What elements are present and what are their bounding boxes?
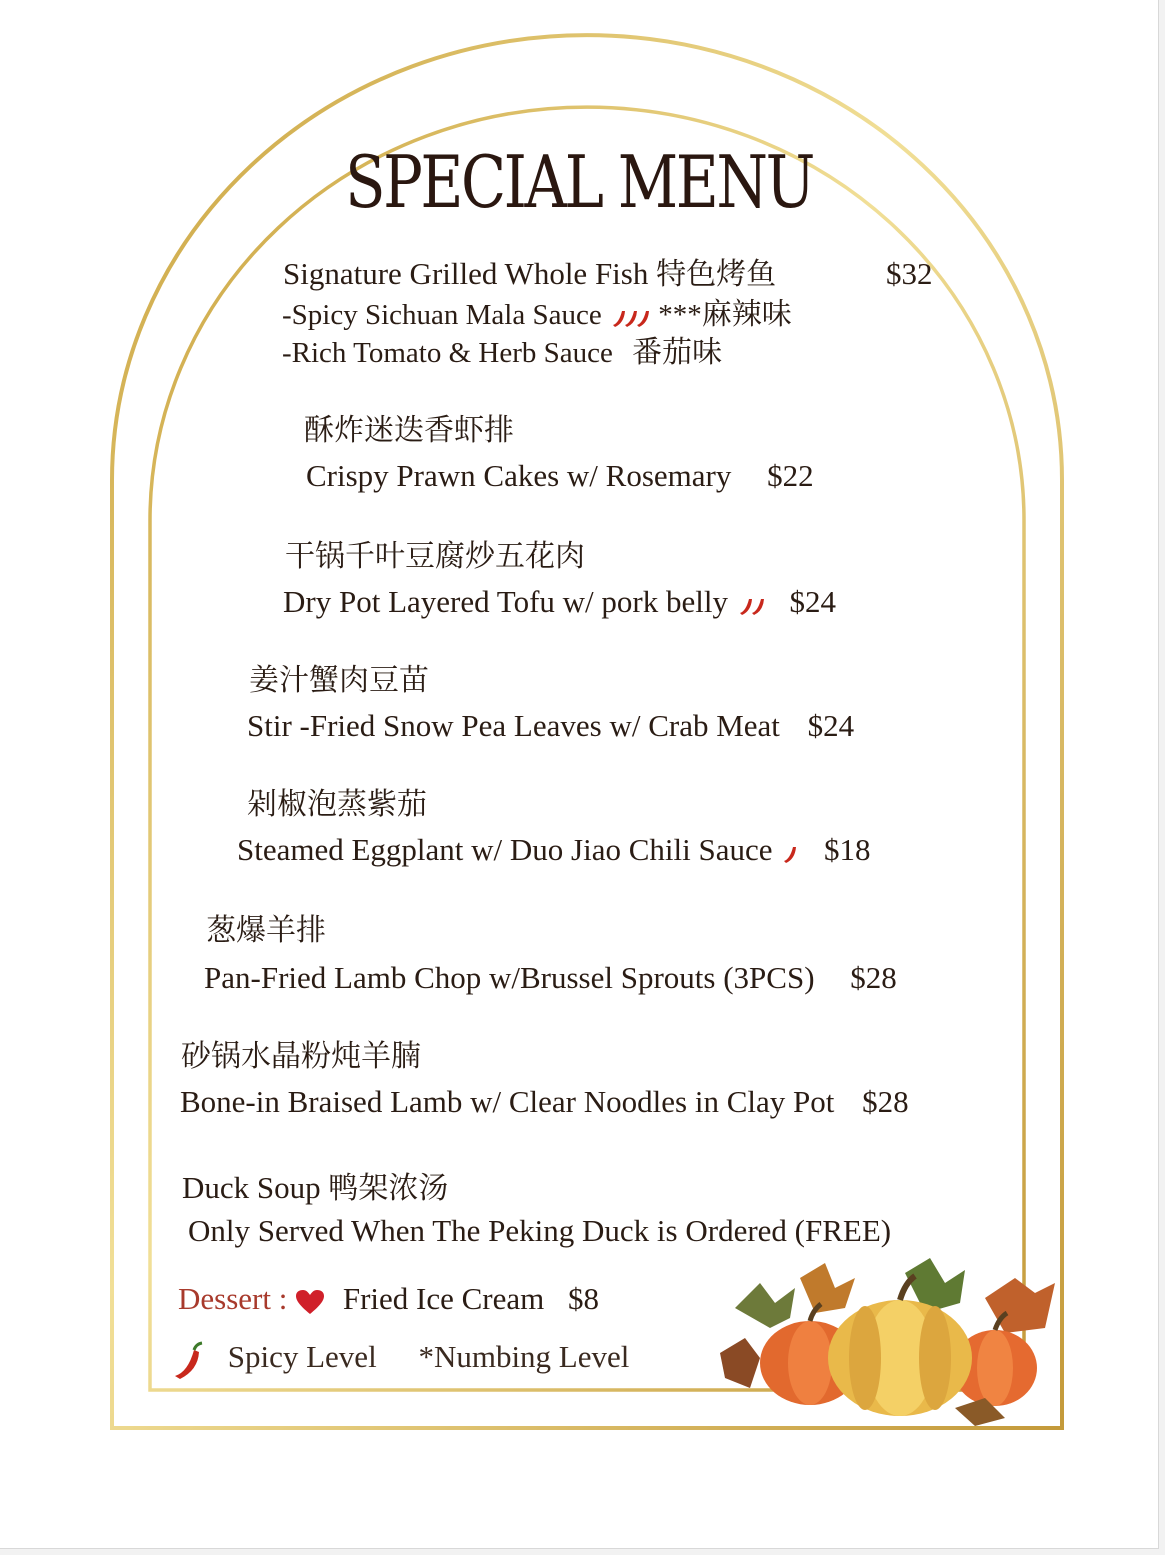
item-price: $28 [850,960,897,995]
chili-icon [736,593,768,617]
item-name-en: Steamed Eggplant w/ Duo Jiao Chili Sauce [237,832,773,867]
dessert-line [178,1283,599,1315]
item-price: $24 [807,708,855,743]
menu-item-dry-pot-tofu [283,586,836,617]
legend-numbing: *Numbing Level [418,1339,630,1375]
menu-title: SPECIAL MENU [345,140,813,224]
option-name-zh: 番茄味 [632,335,723,370]
item-name-zh: 酥炸迷迭香虾排 [304,413,514,448]
item-name-en: Bone-in Braised Lamb w/ Clear Noodles in Clay Pot [180,1084,835,1119]
chili-icon [609,305,651,329]
item-name-en: Dry Pot Layered Tofu w/ pork belly [283,584,728,619]
menu-item-steamed-eggplant [237,834,871,865]
menu-item-snow-pea-leaves [247,710,854,741]
option-name-zh: 麻辣味 [701,297,792,332]
item-name-zh: 剁椒泡蒸紫茄 [247,787,427,822]
item-name-en: Duck Soup [182,1170,321,1205]
menu-item-grilled-fish [283,258,776,290]
chili-icon [780,841,802,865]
item-price: $24 [789,584,836,619]
item-price: $18 [824,832,871,867]
menu-item-braised-lamb [180,1086,909,1117]
sauce-option-tomato [282,335,723,370]
item-name-zh: 姜汁蟹肉豆苗 [249,663,429,698]
option-name-en: -Rich Tomato & Herb Sauce [282,337,613,369]
legend [172,1340,629,1380]
item-price: $22 [767,458,814,493]
item-name-zh: 鸭架浓汤 [328,1171,449,1206]
item-name-en: Signature Grilled Whole Fish [283,256,649,291]
dessert-label: Dessert : [178,1281,288,1316]
menu-item-prawn-cakes [306,460,814,491]
legend-spicy: Spicy Level [227,1339,377,1375]
pumpkins-decoration [715,1258,1065,1428]
menu-item-lamb-chop [204,962,897,993]
menu-item-duck-soup [182,1172,448,1204]
option-name-en: -Spicy Sichuan Mala Sauce [282,299,602,331]
item-name-zh: 砂锅水晶粉炖羊腩 [181,1039,421,1074]
dessert-price: $8 [568,1281,600,1316]
chili-icon [172,1340,208,1380]
numbing-marks: *** [658,299,702,331]
heart-icon [295,1289,325,1315]
item-name-en: Stir -Fried Snow Pea Leaves w/ Crab Meat [247,708,780,743]
duck-soup-note: Only Served When The Peking Duck is Ordered (FREE) [188,1213,892,1248]
item-name-zh: 特色烤鱼 [656,257,777,292]
item-price: $28 [862,1084,909,1119]
item-name-zh: 葱爆羊排 [206,913,326,948]
item-name-zh: 干锅千叶豆腐炒五花肉 [285,539,585,574]
item-name-en: Pan-Fried Lamb Chop w/Brussel Sprouts (3PCS) [204,960,815,995]
item-name-en: Crispy Prawn Cakes w/ Rosemary [306,458,732,493]
dessert-name: Fried Ice Cream [342,1281,545,1316]
item-price: $32 [886,256,933,291]
sauce-option-mala [282,297,792,332]
